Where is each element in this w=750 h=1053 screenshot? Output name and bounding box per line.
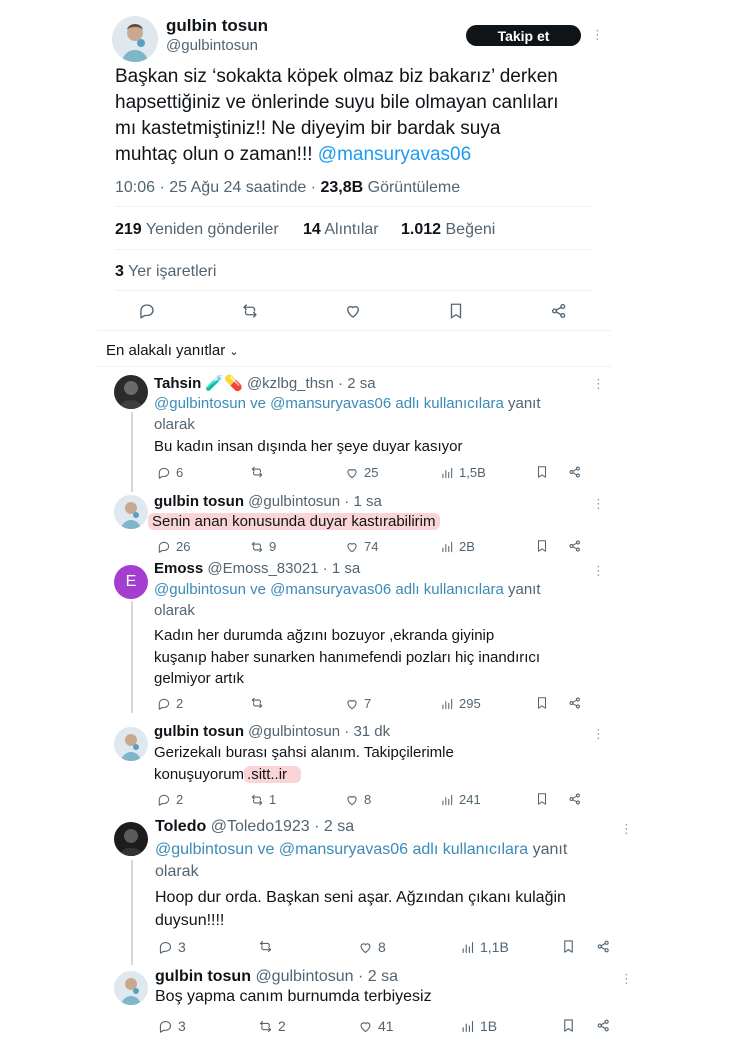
thread-line	[131, 412, 133, 492]
views-label: Görüntüleme	[363, 179, 461, 196]
like-button[interactable]: 8	[345, 792, 371, 807]
share-button[interactable]	[568, 792, 582, 806]
display-name[interactable]: Toledo	[155, 818, 207, 835]
repost-button[interactable]	[250, 465, 269, 479]
repost-button[interactable]	[258, 939, 278, 954]
display-name[interactable]: Emoss	[154, 560, 204, 577]
reply-header	[154, 374, 376, 392]
mention-link[interactable]: @mansuryavas06	[317, 144, 472, 165]
divider	[97, 366, 612, 367]
divider	[97, 330, 612, 331]
handle[interactable]: @kzlbg_thsn	[246, 375, 334, 392]
share-button[interactable]	[568, 465, 582, 479]
emoji-badge: 🧪💊	[205, 375, 243, 392]
reply-icon	[157, 540, 171, 554]
repost-button[interactable]: 1	[250, 792, 276, 807]
reply-button[interactable]: 2	[157, 792, 183, 807]
repost-button[interactable]: 2	[258, 1018, 286, 1034]
avatar[interactable]	[114, 495, 148, 529]
bookmark-icon	[535, 792, 549, 806]
bookmark-button[interactable]	[561, 1018, 576, 1033]
share-button[interactable]	[596, 939, 611, 954]
divider	[115, 249, 592, 250]
repost-button[interactable]: 9	[250, 539, 276, 554]
views-button[interactable]: 1,5B	[440, 465, 486, 480]
views-icon	[460, 1019, 475, 1034]
reply-text: Kadın her durumda ağzını bozuyor ,ekranda giyinip kuşanıp haber sunarken hanımefendi pozları hiç inandırıcı gelmiyor artık	[154, 627, 541, 687]
reply-header	[154, 560, 360, 577]
repost-icon	[258, 939, 273, 954]
highlight-mark: Senin anan konusunda duyar kastırabilirim	[148, 513, 440, 530]
highlight-mark: .sitt..ir	[244, 766, 301, 783]
bookmark-button[interactable]	[535, 792, 549, 806]
reply-to-link[interactable]: @gulbintosun ve @mansuryavas06 adlı kullanıcılara	[154, 581, 504, 598]
more-options-icon[interactable]: ⋮	[592, 376, 605, 391]
bookmark-icon	[561, 939, 576, 954]
likes-stat[interactable]: 1.012 Beğeni	[401, 221, 496, 238]
handle[interactable]: @gulbintosun	[248, 493, 341, 510]
like-button[interactable]: 25	[345, 465, 378, 480]
divider	[115, 206, 592, 207]
timestamp[interactable]: · 2 sa	[333, 375, 376, 392]
more-options-icon[interactable]: ⋮	[591, 27, 604, 42]
like-icon	[345, 466, 359, 480]
reply-text	[148, 511, 440, 532]
display-name[interactable]: gulbin tosun	[154, 723, 244, 740]
timestamp[interactable]: 10:06 · 25 Ağu 24 saatinde ·	[115, 179, 321, 196]
more-options-icon[interactable]: ⋮	[592, 726, 605, 741]
like-icon	[345, 793, 359, 807]
reply-context: @gulbintosun ve @mansuryavas06 adlı kullanıcılara yanıt olarak	[154, 581, 541, 619]
views-count: 23,8B	[320, 179, 364, 196]
avatar[interactable]	[114, 822, 148, 856]
reply-button[interactable]: 26	[157, 539, 190, 554]
quotes-stat[interactable]: 14 Alıntılar	[303, 221, 379, 238]
avatar[interactable]	[114, 375, 148, 409]
views-button[interactable]: 2B	[440, 539, 475, 554]
replies-sort-dropdown[interactable]: En alakalı yanıtlar ⌄	[106, 342, 239, 359]
like-button[interactable]: 74	[345, 539, 378, 554]
display-name[interactable]: Tahsin	[154, 375, 202, 392]
views-button[interactable]: 1,1B	[460, 939, 509, 955]
reply-button[interactable]: 6	[157, 465, 183, 480]
reply-to-link[interactable]: @gulbintosun ve @mansuryavas06 adlı kullanıcılara	[154, 395, 504, 412]
more-options-icon[interactable]: ⋮	[620, 971, 633, 986]
reply-icon	[158, 1019, 173, 1034]
share-icon[interactable]	[550, 302, 568, 320]
display-name[interactable]: gulbin tosun	[155, 968, 251, 985]
repost-icon	[250, 465, 264, 479]
reply-text: Boş yapma canım burnumda terbiyesiz	[155, 988, 432, 1005]
share-icon	[596, 939, 611, 954]
like-icon	[345, 540, 359, 554]
share-button[interactable]	[568, 539, 582, 553]
reply-text: Bu kadın insan dışında her şeye duyar kasıyor	[154, 438, 463, 455]
timestamp[interactable]: · 1 sa	[318, 560, 361, 577]
bookmark-button[interactable]	[561, 939, 576, 954]
timestamp[interactable]: · 2 sa	[353, 968, 398, 985]
share-icon	[568, 465, 582, 479]
like-button[interactable]: 8	[358, 939, 386, 955]
like-button[interactable]: 41	[358, 1018, 394, 1034]
more-options-icon[interactable]: ⋮	[620, 821, 633, 836]
views-button[interactable]: 295	[440, 696, 481, 711]
repost-icon	[250, 696, 264, 710]
like-icon[interactable]	[344, 302, 362, 320]
reply-icon[interactable]	[138, 302, 156, 320]
more-options-icon[interactable]: ⋮	[592, 563, 605, 578]
like-button[interactable]: 7	[345, 696, 371, 711]
display-name[interactable]: gulbin tosun	[166, 16, 268, 35]
reply-text: Hoop dur orda. Başkan seni aşar. Ağzından çıkanı kulağin duysun!!!!	[155, 889, 566, 929]
reply-icon	[157, 697, 171, 711]
views-icon	[460, 940, 475, 955]
handle[interactable]: @gulbintosun	[166, 37, 258, 54]
share-icon	[568, 539, 582, 553]
timestamp[interactable]: · 31 dk	[340, 723, 391, 740]
bookmark-icon	[535, 696, 549, 710]
bookmark-icon[interactable]	[447, 302, 465, 320]
reply-context: @gulbintosun ve @mansuryavas06 adlı kullanıcılara yanıt olarak	[155, 841, 568, 880]
follow-button[interactable]: Takip et	[466, 25, 581, 46]
avatar[interactable]	[114, 971, 148, 1005]
handle[interactable]: @Emoss_83021	[207, 560, 319, 577]
reposts-stat[interactable]: 219 Yeniden gönderiler	[115, 221, 279, 238]
share-button[interactable]	[596, 1018, 611, 1033]
reply-header	[155, 818, 354, 836]
reply-header	[155, 968, 398, 986]
tweet-meta	[115, 179, 460, 197]
share-button[interactable]	[568, 696, 582, 710]
share-icon	[568, 696, 582, 710]
reply-icon	[157, 793, 171, 807]
more-options-icon[interactable]: ⋮	[592, 496, 605, 511]
bookmark-icon	[535, 465, 549, 479]
avatar[interactable]: E	[114, 565, 148, 599]
share-icon	[596, 1018, 611, 1033]
repost-icon[interactable]	[241, 302, 259, 320]
reply-header	[154, 493, 382, 510]
bookmark-button[interactable]	[535, 539, 549, 553]
reply-header	[154, 723, 390, 740]
views-icon	[440, 793, 454, 807]
handle[interactable]: @gulbintosun	[248, 723, 341, 740]
thread-line	[131, 860, 133, 965]
avatar[interactable]	[112, 16, 158, 62]
views-icon	[440, 697, 454, 711]
views-button[interactable]: 241	[440, 792, 481, 807]
bookmark-button[interactable]	[535, 465, 549, 479]
timestamp[interactable]: · 1 sa	[340, 493, 382, 510]
thread-line	[131, 601, 133, 713]
reply-button[interactable]: 3	[158, 939, 186, 955]
timestamp[interactable]: · 2 sa	[309, 818, 355, 835]
bookmark-icon	[561, 1018, 576, 1033]
tweet-text: Başkan siz ‘sokakta köpek olmaz biz bakarız’ derken hapsettiğiniz ve önlerinde suyu bile olmayan canlıları mı kastetmiştiniz!! Ne diyeyim bir bardak suya muhtaç olun o zaman!!! @mansuryavas06	[115, 66, 559, 165]
repost-icon	[258, 1019, 273, 1034]
repost-button[interactable]	[250, 696, 269, 710]
share-icon	[568, 792, 582, 806]
reply-button[interactable]: 3	[158, 1018, 186, 1034]
reply-text: Gerizekalı burası şahsi alanım. Takipçilerimle konuşuyorum .sitt..ir	[154, 744, 454, 783]
reply-button[interactable]: 2	[157, 696, 183, 711]
views-icon	[440, 466, 454, 480]
avatar[interactable]	[114, 727, 148, 761]
chevron-down-icon: ⌄	[229, 346, 239, 358]
handle[interactable]: @gulbintosun	[255, 968, 354, 985]
bookmarks-stat[interactable]: 3 Yer işaretleri	[115, 263, 217, 280]
views-button[interactable]: 1B	[460, 1018, 497, 1034]
like-icon	[358, 1019, 373, 1034]
views-icon	[440, 540, 454, 554]
like-icon	[358, 940, 373, 955]
display-name[interactable]: gulbin tosun	[154, 493, 244, 510]
bookmark-button[interactable]	[535, 696, 549, 710]
reply-icon	[158, 940, 173, 955]
reply-context: @gulbintosun ve @mansuryavas06 adlı kullanıcılara yanıt olarak	[154, 395, 541, 433]
repost-icon	[250, 540, 264, 554]
handle[interactable]: @Toledo1923	[210, 818, 310, 835]
reply-icon	[157, 466, 171, 480]
like-icon	[345, 697, 359, 711]
divider	[115, 290, 592, 291]
bookmark-icon	[535, 539, 549, 553]
repost-icon	[250, 793, 264, 807]
reply-to-link[interactable]: @gulbintosun ve @mansuryavas06 adlı kullanıcılara	[155, 841, 529, 858]
